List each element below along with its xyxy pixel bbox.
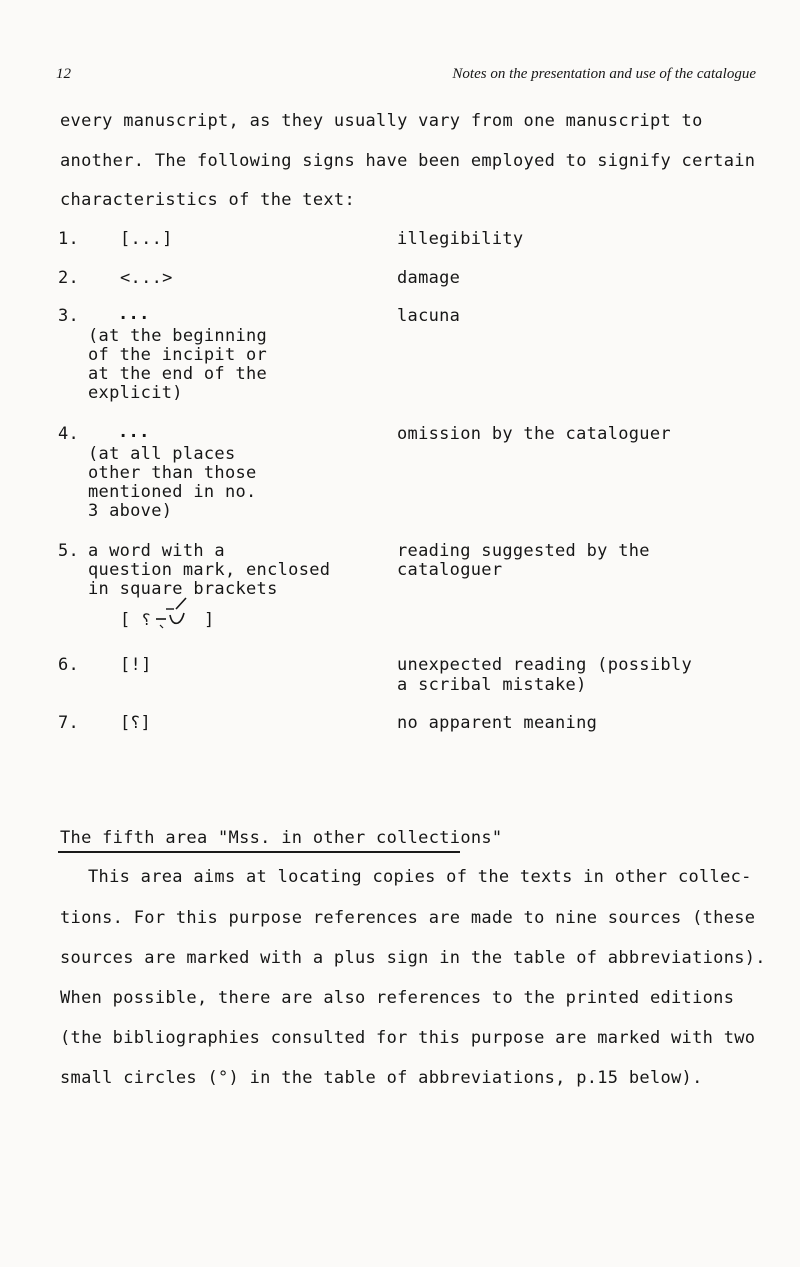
intro-line: every manuscript, as they usually vary from one manuscript to [60,111,703,131]
sign-meaning: no apparent meaning [397,713,598,733]
sign-number: 5. [58,541,80,561]
sign-note-line: explicit) [88,383,183,403]
sign-symbol: ... [118,422,150,442]
sign-note-line: (at all places [88,444,236,464]
intro-line: another. The following signs have been employed to signify certain [60,151,756,171]
page-number: 12 [56,66,71,82]
sign-note-line: other than those [88,463,257,483]
sign-meaning: unexpected reading (possibly [397,655,692,675]
sign-symbol: [؟] [120,713,151,733]
sign-meaning: omission by the cataloguer [397,424,671,444]
sign-number: 1. [58,229,80,249]
sign-meaning: cataloguer [397,560,503,580]
section-line: (the bibliographies consulted for this purpose are marked with two [60,1028,756,1048]
sign-symbol: <...> [120,268,173,288]
sign-meaning: reading suggested by the [397,541,650,561]
svg-text:]: ] [204,610,215,630]
svg-text:؟: ؟ [142,610,151,629]
heading-underline [58,851,460,853]
sign-meaning: damage [397,268,461,288]
sign-note-line: 3 above) [88,501,173,521]
section-heading: The fifth area "Mss. in other collections" [60,828,503,848]
sign-meaning: a scribal mistake) [397,675,587,695]
svg-text:[: [ [120,610,131,630]
sign-number: 7. [58,713,80,733]
sign-number: 3. [58,306,80,326]
sign-note-line: at the end of the [88,364,268,384]
sign-note-line: of the incipit or [88,345,268,365]
section-line: When possible, there are also references to the printed editions [60,988,735,1008]
sign-note-line: (at the beginning [88,326,268,346]
sign-note-line: a word with a [88,541,225,561]
sign-number: 6. [58,655,80,675]
running-title: Notes on the presentation and use of the catalogue [452,66,756,82]
bracketed-question-word-glyph [120,595,215,631]
sign-symbol: [!] [120,655,152,675]
section-line: sources are marked with a plus sign in the table of abbreviations). [60,948,766,968]
sign-meaning: illegibility [397,229,524,249]
section-line: small circles (°) in the table of abbreviations, p.15 below). [60,1068,703,1088]
sign-note-line: mentioned in no. [88,482,257,502]
section-line: tions. For this purpose references are made to nine sources (these [60,908,756,928]
sign-symbol: [...] [120,229,173,249]
sign-note-line: question mark, enclosed [88,560,331,580]
intro-line: characteristics of the text: [60,190,355,210]
sign-number: 2. [58,268,80,288]
sign-number: 4. [58,424,80,444]
sign-symbol: ... [118,304,150,324]
section-line: This area aims at locating copies of the texts in other collec- [88,867,752,887]
sign-note-line: in square brackets [88,579,278,599]
sign-meaning: lacuna [397,306,461,326]
